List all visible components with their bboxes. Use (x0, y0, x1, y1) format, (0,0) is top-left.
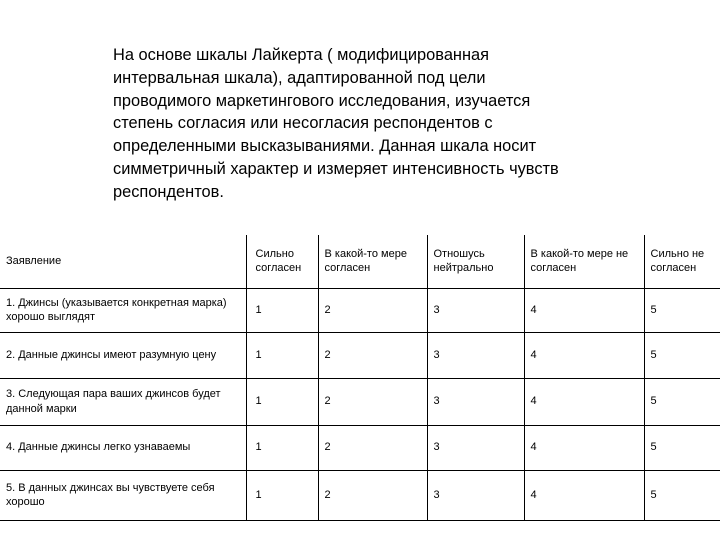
score-cell: 2 (318, 425, 427, 470)
score-cell: 2 (318, 378, 427, 425)
score-cell: 5 (644, 425, 720, 470)
statement-cell: 3. Следующая пара ваших джинсов будет данной марки (0, 378, 246, 425)
intro-line: степень согласия или несогласия респондентов с (113, 114, 493, 133)
statement-cell: 5. В данных джинсах вы чувствуете себя хорошо (0, 470, 246, 520)
statement-cell: 1. Джинсы (указывается конкретная марка) хорошо выглядят (0, 288, 246, 332)
score-cell: 1 (246, 425, 318, 470)
statement-cell: 4. Данные джинсы легко узнаваемы (0, 425, 246, 470)
header-neutral: Отношусь нейтрально (427, 235, 524, 288)
score-cell: 4 (524, 378, 644, 425)
score-cell: 2 (318, 288, 427, 332)
table-row (0, 378, 720, 425)
intro-paragraph (113, 44, 633, 204)
score-cell: 4 (524, 425, 644, 470)
header-strongly-agree: Сильно согласен (246, 235, 318, 288)
score-cell: 5 (644, 288, 720, 332)
intro-line: проводимого маркетингового исследования, изучается (113, 91, 531, 110)
score-cell: 1 (246, 378, 318, 425)
table-row (0, 288, 720, 332)
table-row (0, 425, 720, 470)
intro-line: симметричный характер и измеряет интенсивность чувств (113, 159, 559, 178)
score-cell: 1 (246, 288, 318, 332)
score-cell: 5 (644, 470, 720, 520)
score-cell: 3 (427, 470, 524, 520)
score-cell: 5 (644, 378, 720, 425)
score-cell: 3 (427, 332, 524, 378)
score-cell: 3 (427, 425, 524, 470)
header-statement: Заявление (0, 235, 246, 288)
intro-line: На основе шкалы Лайкерта ( модифицированная (113, 46, 490, 64)
score-cell: 1 (246, 470, 318, 520)
score-cell: 4 (524, 288, 644, 332)
score-cell: 2 (318, 470, 427, 520)
score-cell: 4 (524, 332, 644, 378)
likert-scale-table (0, 235, 720, 521)
score-cell: 4 (524, 470, 644, 520)
header-somewhat-agree: В какой-то мере согласен (318, 235, 427, 288)
intro-line: интервальная шкала), адаптированной под цели (113, 68, 486, 87)
score-cell: 2 (318, 332, 427, 378)
score-cell: 5 (644, 332, 720, 378)
score-cell: 1 (246, 332, 318, 378)
score-cell: 3 (427, 288, 524, 332)
header-somewhat-disagree: В какой-то мере не согласен (524, 235, 644, 288)
table-row (0, 470, 720, 520)
intro-line: определенными высказываниями. Данная шкала носит (113, 137, 537, 156)
header-strongly-disagree: Сильно не согласен (644, 235, 720, 288)
table-row (0, 332, 720, 378)
score-cell: 3 (427, 378, 524, 425)
statement-cell: 2. Данные джинсы имеют разумную цену (0, 332, 246, 378)
table-header-row (0, 235, 720, 288)
intro-line: респондентов. (113, 182, 224, 201)
